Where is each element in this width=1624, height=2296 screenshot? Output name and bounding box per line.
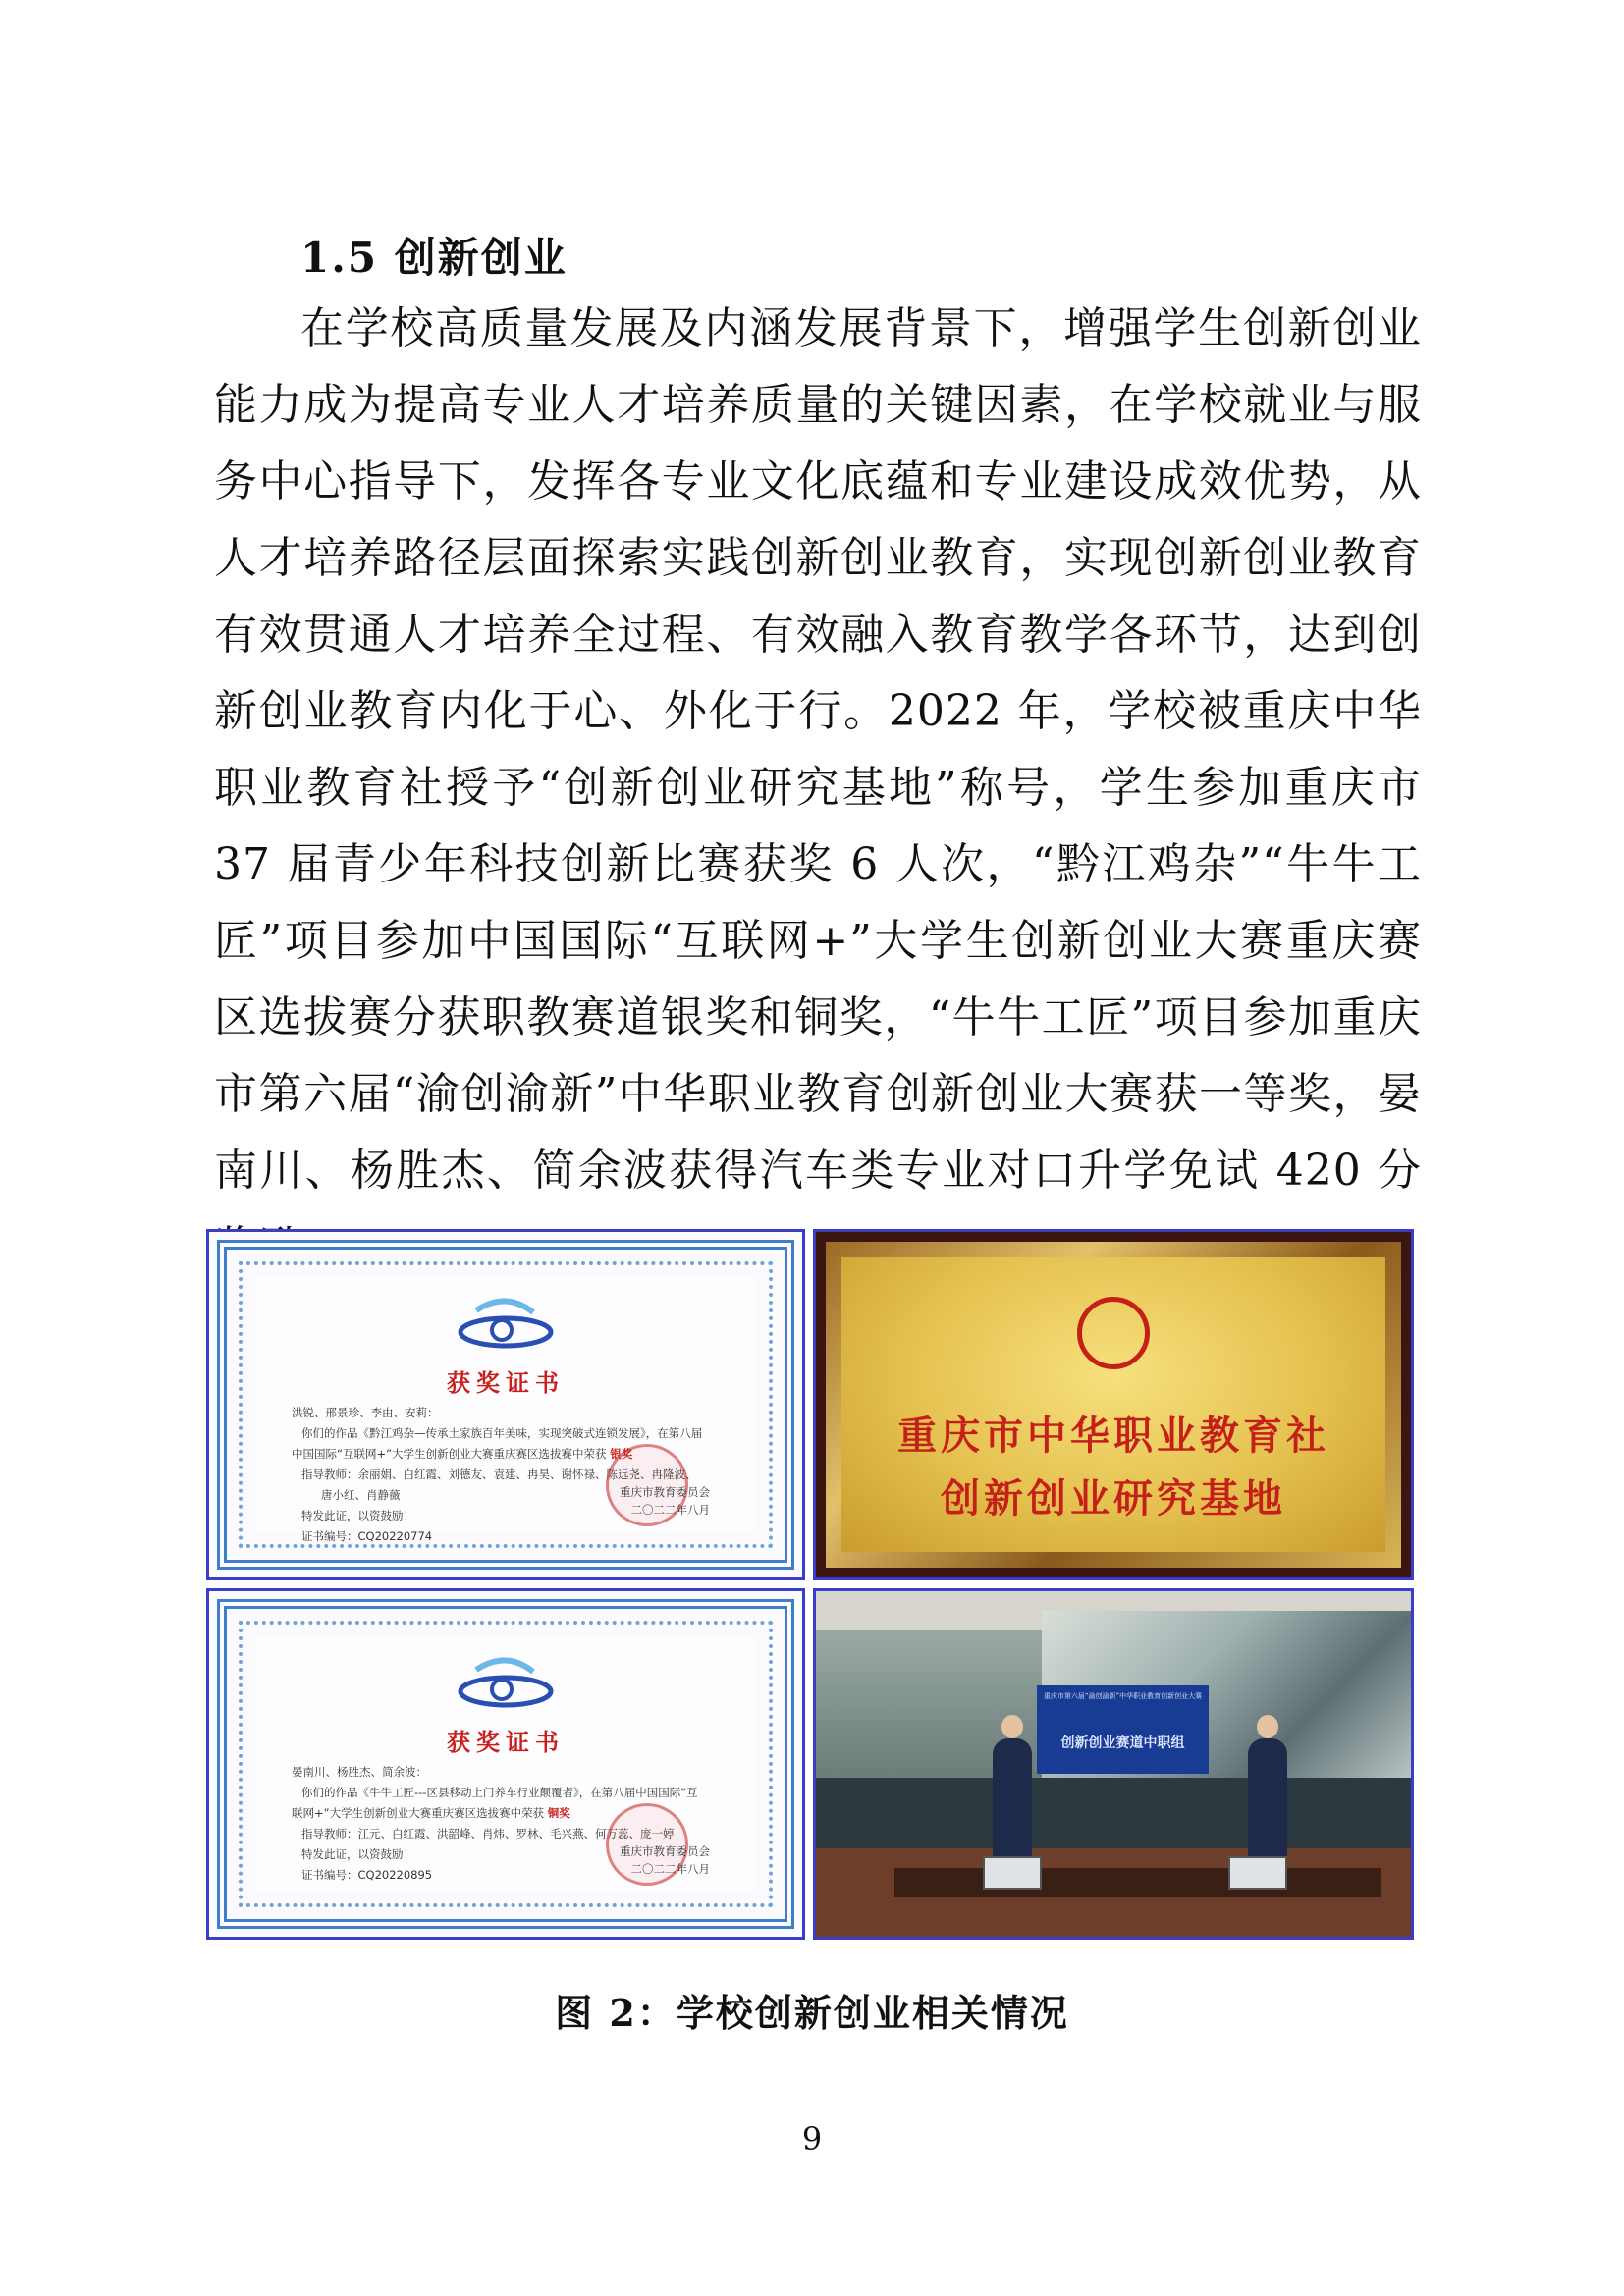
presenter-left xyxy=(993,1738,1032,1866)
certificate-recipients: 晏南川、杨胜杰、简余波： xyxy=(292,1765,427,1779)
plaque-photo xyxy=(813,1229,1414,1580)
award-level: 铜奖 xyxy=(547,1806,570,1820)
stage-screen: 重庆市第六届“渝创渝新”中华职业教育创新创业大赛 创新创业赛道中职组 xyxy=(1037,1685,1209,1774)
section-heading: 1.5 创新创业 xyxy=(300,234,568,282)
plaque-line-1: 重庆市中华职业教育社 xyxy=(897,1413,1329,1459)
certificate-teachers: 指导教师：余丽娟、白红霞、刘德友、袁建、冉昊、谢怀禄、陈远尧、冉隆波、 xyxy=(301,1468,697,1481)
certificate-recipients: 洪锐、邢景珍、李由、安莉： xyxy=(292,1406,439,1419)
certificate-line: 联网+”大学生创新创业大赛重庆赛区选拔赛中荣获 铜奖 xyxy=(292,1806,570,1820)
competition-logo-icon xyxy=(447,1650,565,1719)
certificate-line: 你们的作品《牛牛工匠---区县移动上门养车行业颠覆者》，在第八届中国国际“互 xyxy=(301,1786,698,1799)
award-level: 银奖 xyxy=(610,1447,633,1461)
plaque-line-2: 创新创业研究基地 xyxy=(941,1475,1286,1522)
certificate-silver-photo xyxy=(206,1229,805,1580)
certificate-number: 证书编号：CQ20220774 xyxy=(301,1529,433,1543)
certificate-commend: 特发此证，以资鼓励！ xyxy=(301,1509,414,1522)
plaque-emblem-icon xyxy=(1077,1297,1150,1369)
certificate-line: 你们的作品《黔江鸡杂—传承土家族百年美味，实现突破式连锁发展》，在第八届 xyxy=(301,1426,703,1440)
presenter-right xyxy=(1248,1738,1287,1866)
certificate-commend: 特发此证，以资鼓励！ xyxy=(301,1847,414,1861)
certificate-title: 获奖证书 xyxy=(447,1729,565,1756)
certificate-teachers-cont: 唐小红、肖静薇 xyxy=(321,1488,401,1502)
certificate-title: 获奖证书 xyxy=(447,1369,565,1397)
certificate-issuer: 重庆市教育委员会 二〇二二年八月 xyxy=(620,1844,710,1876)
certificate-issuer: 重庆市教育委员会 二〇二二年八月 xyxy=(620,1485,710,1517)
competition-stage-photo xyxy=(813,1588,1414,1940)
certificate-number: 证书编号：CQ20220895 xyxy=(301,1868,433,1882)
certificate-line: 中国国际“互联网+”大学生创新创业大赛重庆赛区选拔赛中荣获 银奖 xyxy=(292,1447,633,1461)
laptop xyxy=(983,1856,1042,1890)
page-number: 9 xyxy=(801,2120,823,2158)
body-paragraph: 在学校高质量发展及内涵发展背景下，增强学生创新创业能力成为提高专业人才培养质量的关键因素，在学校就业与服务中心指导下，发挥各专业文化底蕴和专业建设成效优势，从人才培养路径层面探索实践创新创业教育，实现创新创业教育有效贯通人才培养全过程、有效融入教育教学各环节，达到创新创业教育内化于心、外化于行。2022 年，学校被重庆中华职业教育社授予“创新创业研究基地”称号，学生参加重庆市 37 届青少年科技创新比赛获奖 6 人次，“黔江鸡杂”“牛牛工匠”项目参加中国国际“互联网+”大学生创新创业大赛重庆赛区选拔赛分获职教赛道银奖和铜奖，“牛牛工匠”项目参加重庆市第六届“渝创渝新”中华职业教育创新创业大赛获一等奖，晏南川、杨胜杰、简余波获得汽车类专业对口升学免试 420 分 xyxy=(214,303,1422,1196)
laptop xyxy=(1228,1856,1287,1890)
competition-logo-icon xyxy=(447,1291,565,1360)
certificate-bronze-photo xyxy=(206,1588,805,1940)
certificate-teachers: 指导教师：江元、白红霞、洪韶峰、肖炜、罗林、毛兴燕、何万蕊、庞一婷 xyxy=(301,1827,675,1841)
figure-caption: 图 2：学校创新创业相关情况 xyxy=(555,1991,1069,2035)
